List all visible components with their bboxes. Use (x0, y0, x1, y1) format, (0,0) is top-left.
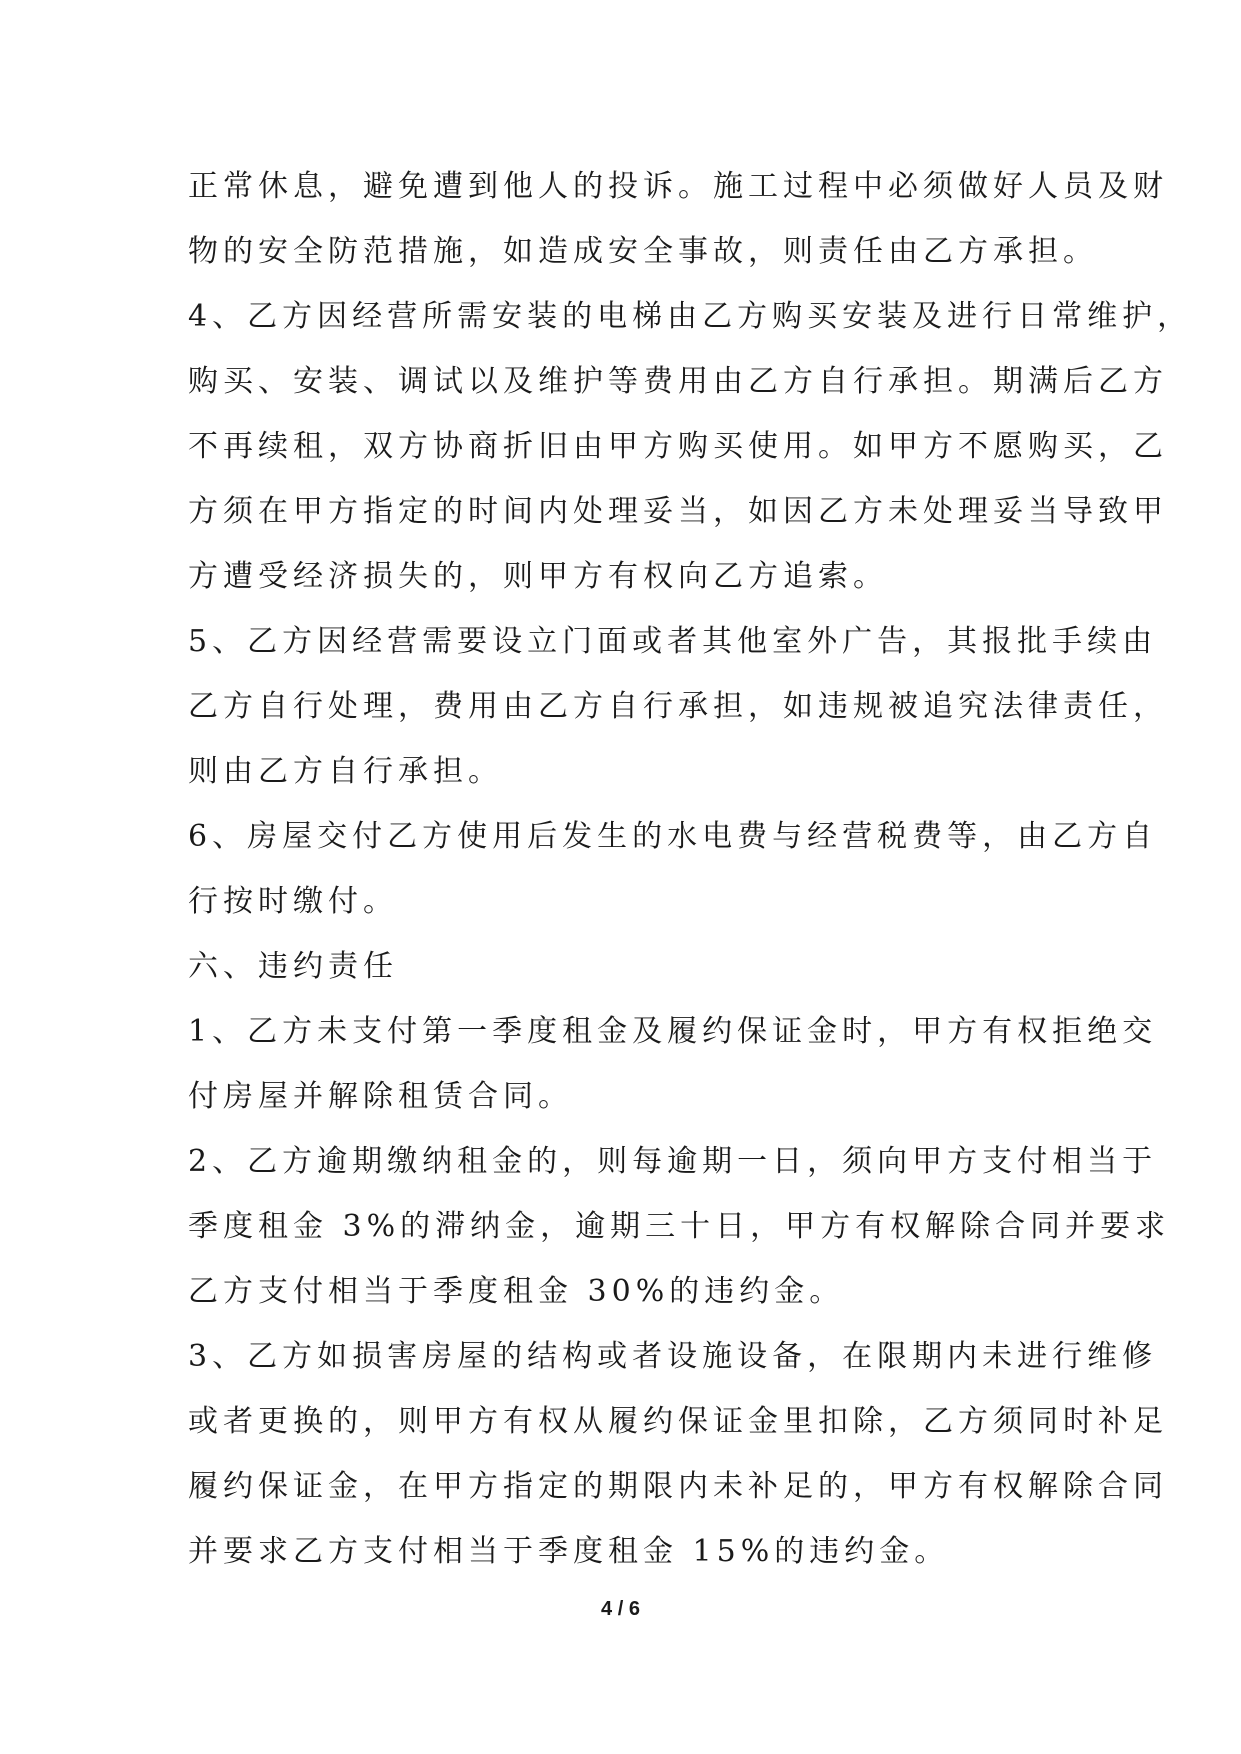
text-line: 3、乙方如损害房屋的结构或者设施设备，在限期内未进行维修 (188, 1339, 1158, 1374)
text-line: 则由乙方自行承担。 (188, 754, 503, 789)
document-body (188, 154, 1193, 1584)
text-line: 乙方自行处理，费用由乙方自行承担，如违规被追究法律责任， (188, 689, 1168, 724)
text-line: 4、乙方因经营所需安装的电梯由乙方购买安装及进行日常维护， (188, 299, 1193, 334)
text-line: 乙方支付相当于季度租金 30%的违约金。 (188, 1274, 845, 1309)
text-line: 2、乙方逾期缴纳租金的，则每逾期一日，须向甲方支付相当于 (188, 1144, 1158, 1179)
text-line: 或者更换的，则甲方有权从履约保证金里扣除，乙方须同时补足 (188, 1404, 1168, 1439)
text-line: 方遭受经济损失的，则甲方有权向乙方追索。 (188, 559, 888, 594)
text-line: 季度租金 3%的滞纳金，逾期三十日，甲方有权解除合同并要求 (188, 1209, 1171, 1244)
text-line: 物的安全防范措施，如造成安全事故，则责任由乙方承担。 (188, 234, 1098, 269)
text-line: 5、乙方因经营需要设立门面或者其他室外广告，其报批手续由 (188, 624, 1158, 659)
text-line: 方须在甲方指定的时间内处理妥当，如因乙方未处理妥当导致甲 (188, 494, 1168, 529)
text-line: 正常休息，避免遭到他人的投诉。施工过程中必须做好人员及财 (188, 169, 1168, 204)
text-line: 6、房屋交付乙方使用后发生的水电费与经营税费等，由乙方自 (188, 819, 1158, 854)
text-line: 1、乙方未支付第一季度租金及履约保证金时，甲方有权拒绝交 (188, 1014, 1158, 1049)
text-line: 付房屋并解除租赁合同。 (188, 1079, 573, 1114)
page-number: 4 / 6 (601, 1598, 640, 1620)
text-line: 行按时缴付。 (188, 884, 398, 919)
text-line: 履约保证金，在甲方指定的期限内未补足的，甲方有权解除合同 (188, 1469, 1168, 1504)
text-line: 并要求乙方支付相当于季度租金 15%的违约金。 (188, 1534, 950, 1569)
section-heading: 六、违约责任 (188, 949, 398, 984)
text-line: 购买、安装、调试以及维护等费用由乙方自行承担。期满后乙方 (188, 364, 1168, 399)
text-line: 不再续租，双方协商折旧由甲方购买使用。如甲方不愿购买，乙 (188, 429, 1168, 464)
